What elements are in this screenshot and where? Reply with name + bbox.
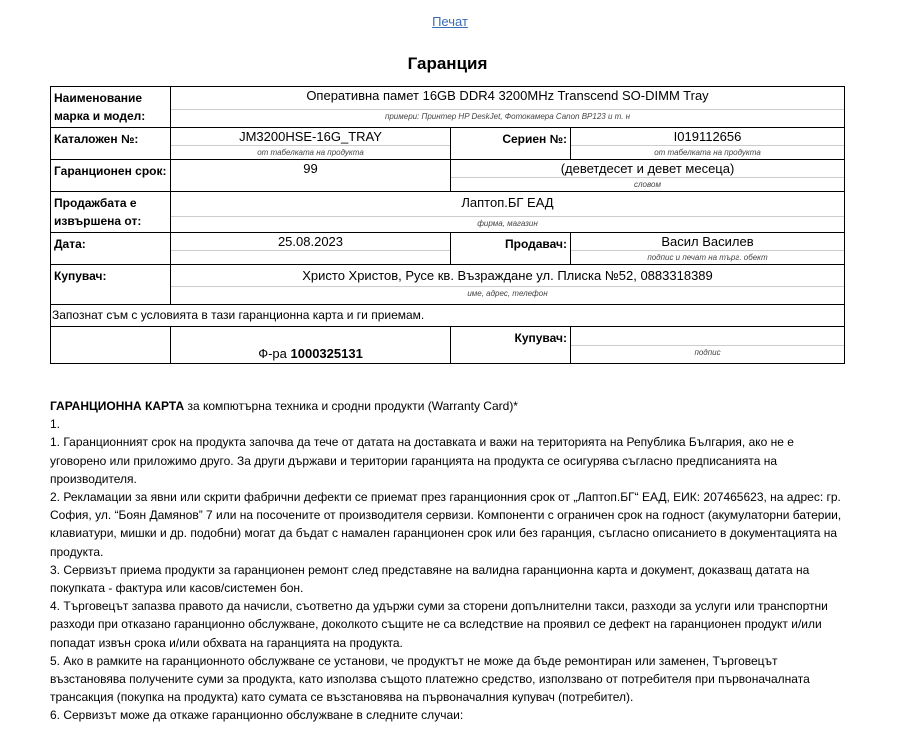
serial-value: I019112656 [571,128,845,146]
catalog-label: Каталожен №: [51,128,171,160]
buyer-label: Купувач: [51,265,171,305]
model-value: Оперативна памет 16GB DDR4 3200MHz Transcend SO-DIMM Tray [171,87,845,110]
seller-hint: подпис и печат на търг. обект [571,251,845,265]
invoice-number: 1000325131 [290,346,363,361]
terms-item: 5. Ако в рамките на гаранционното обслужване се установи, че продуктът не може да бъде ремонтиран или заменен, Търговецът възстановява получените суми за продукта, като използва същото платежно средство, използвано от потребителя при първоначалната трансакция (покупка на продукта) като сумата се възстановява на първоначалния купувач (потребител). [50,653,810,705]
terms-item: 4. Търговецът запазва правото да начисли, съответно да удържи суми за сторени допълнителни такси, разходи за услуги или транспортни разходи при отказано гаранционно обслужване, доколкото същите не са вследствие на проявил се дефект на гаранционен продукт и/или попадат извън срока и/или обхвата на гаранцията на продукта. [50,599,828,650]
buyer-sign-label: Купувач: [451,327,571,364]
invoice-prefix: Ф-ра [258,346,287,361]
terms-heading: ГАРАНЦИОННА КАРТА за компютърна техника и сродни продукти (Warranty Card)* [50,399,518,413]
serial-hint: от табелката на продукта [571,146,845,160]
buyer-hint: име, адрес, телефон [171,287,845,305]
catalog-hint: от табелката на продукта [171,146,451,160]
catalog-value: JM3200HSE-16G_TRAY [171,128,451,146]
seller-value: Васил Василев [571,233,845,251]
warranty-words-hint: словом [451,178,845,192]
warranty-form [50,86,845,364]
warranty-label: Гаранционен срок: [51,160,171,192]
terms-item: 1. [50,417,61,432]
page-title: Гаранция [407,54,488,73]
buyer-sign-hint: подпис [571,345,845,364]
warranty-value: 99 [171,160,451,178]
terms-item: 1. Гаранционният срок на продукта започва да тече от датата на доставката и важи на територията на Република България, ако не е уговорено или приложимо друго. За други държави и територии гаранцията на продукта се осигурява съгласно предписанията на производителя. [50,435,794,486]
agree-text: Запознат съм с условията в тази гаранционна карта и ги приемам. [51,305,845,327]
date-value: 25.08.2023 [171,233,451,251]
terms-item: 3. Сервизът приема продукти за гаранционен ремонт след представяне на валидна гаранционна карта и документ, доказващ датата на покупката - фактура или касов/системен бон. [50,562,810,596]
model-hint: примери: Принтер HP DeskJet, Фотокамера Canon BP123 и т. н [171,110,845,128]
sold-hint: фирма, магазин [171,217,845,233]
invoice [171,327,451,364]
model-label: Наименование марка и модел: [51,87,171,128]
date-label: Дата: [51,233,171,265]
seller-label: Продавач: [451,233,571,265]
serial-label: Сериен №: [451,128,571,160]
print-link[interactable]: Печат [432,14,468,29]
terms-item: 2. Рекламации за явни или скрити фабрични дефекти се приемат през гаранционния срок от „Лаптоп.БГ“ ЕАД, ЕИК: 207465623, на адрес: гр. София, ул. “Боян Дамянов” 7 или на посочените от производителя сервизи. Компоненти с ограничен срок на годност (акумулаторни батерии, клавиатури, мишки и др. подобни) могат да бъдат с намален гаранционен срок или без гаранция, съгласно описанието в документацията на продукта. [50,490,842,559]
sold-label: Продажбата е извършена от: [51,192,171,233]
print-link-wrap [0,14,900,29]
terms-item: 6. Сервизът може да откаже гаранционно обслужване в следните случаи: [50,708,464,723]
warranty-terms [50,397,850,725]
warranty-words: (деветдесет и девет месеца) [451,160,845,178]
sold-value: Лаптоп.БГ ЕАД [171,192,845,217]
buyer-value: Христо Христов, Русе кв. Възраждане ул. Плиска №52, 0883318389 [171,265,845,287]
